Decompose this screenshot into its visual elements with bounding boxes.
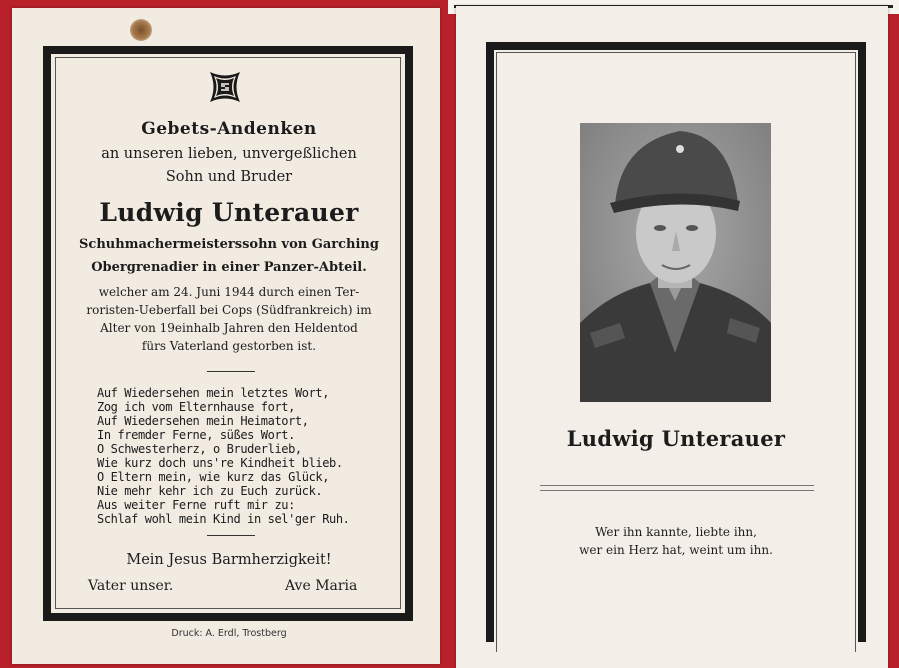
poem-line: In fremder Ferne, süßes Wort. — [97, 428, 295, 442]
closing-prayer: Mein Jesus Barmherzigkeit! — [126, 552, 332, 568]
relation-line: Sohn und Bruder — [165, 169, 293, 185]
printer-imprint: Druck: A. Erdl, Trostberg — [171, 628, 287, 639]
motto-line: Wer ihn kannte, liebte ihn, — [595, 525, 757, 539]
iron-cross-icon — [208, 70, 242, 104]
poem-line: Zog ich vom Elternhause fort, — [97, 400, 295, 414]
death-text-line: fürs Vaterland gestorben ist. — [141, 339, 317, 353]
ave-maria-label: Ave Maria — [285, 578, 358, 594]
prayer-title: Gebets-Andenken — [141, 119, 317, 139]
poem-line: O Schwesterherz, o Bruderlieb, — [97, 442, 302, 456]
poem-line: Nie mehr kehr ich zu Euch zurück. — [97, 484, 323, 498]
poem-line: Auf Wiedersehen mein letztes Wort, — [97, 386, 330, 400]
deceased-name-photo-side: Ludwig Unterauer — [566, 426, 786, 451]
poem-line: O Eltern mein, wie kurz das Glück, — [97, 470, 330, 484]
poem-line: Aus weiter Ferne ruft mir zu: — [97, 498, 295, 512]
vater-unser-label: Vater unser. — [88, 578, 174, 594]
double-rule-bottom — [540, 490, 814, 491]
poem-line: Auf Wiedersehen mein Heimatort, — [97, 414, 309, 428]
separator-line — [207, 371, 255, 372]
dedication-line: an unseren lieben, unvergeßlichen — [101, 146, 357, 162]
motto-line: wer ein Herz hat, weint um ihn. — [579, 543, 773, 557]
death-text-line: welcher am 24. Juni 1944 durch einen Ter- — [98, 285, 360, 299]
soldier-portrait-photo — [580, 123, 771, 402]
military-rank-line: Obergrenadier in einer Panzer-Abteil. — [91, 260, 367, 275]
death-text-line: roristen-Ueberfall bei Cops (Südfrankreich) im — [86, 303, 372, 317]
poem-line: Schlaf wohl mein Kind in sel'ger Ruh. — [97, 512, 350, 526]
deceased-name: Ludwig Unterauer — [99, 198, 359, 227]
paper-stain — [130, 19, 152, 41]
occupation-line: Schuhmachermeisterssohn von Garching — [79, 237, 379, 252]
double-rule-top — [540, 485, 814, 486]
separator-line — [207, 535, 255, 536]
death-text-line: Alter von 19einhalb Jahren den Heldentod — [100, 321, 358, 335]
poem-line: Wie kurz doch uns're Kindheit blieb. — [97, 456, 343, 470]
